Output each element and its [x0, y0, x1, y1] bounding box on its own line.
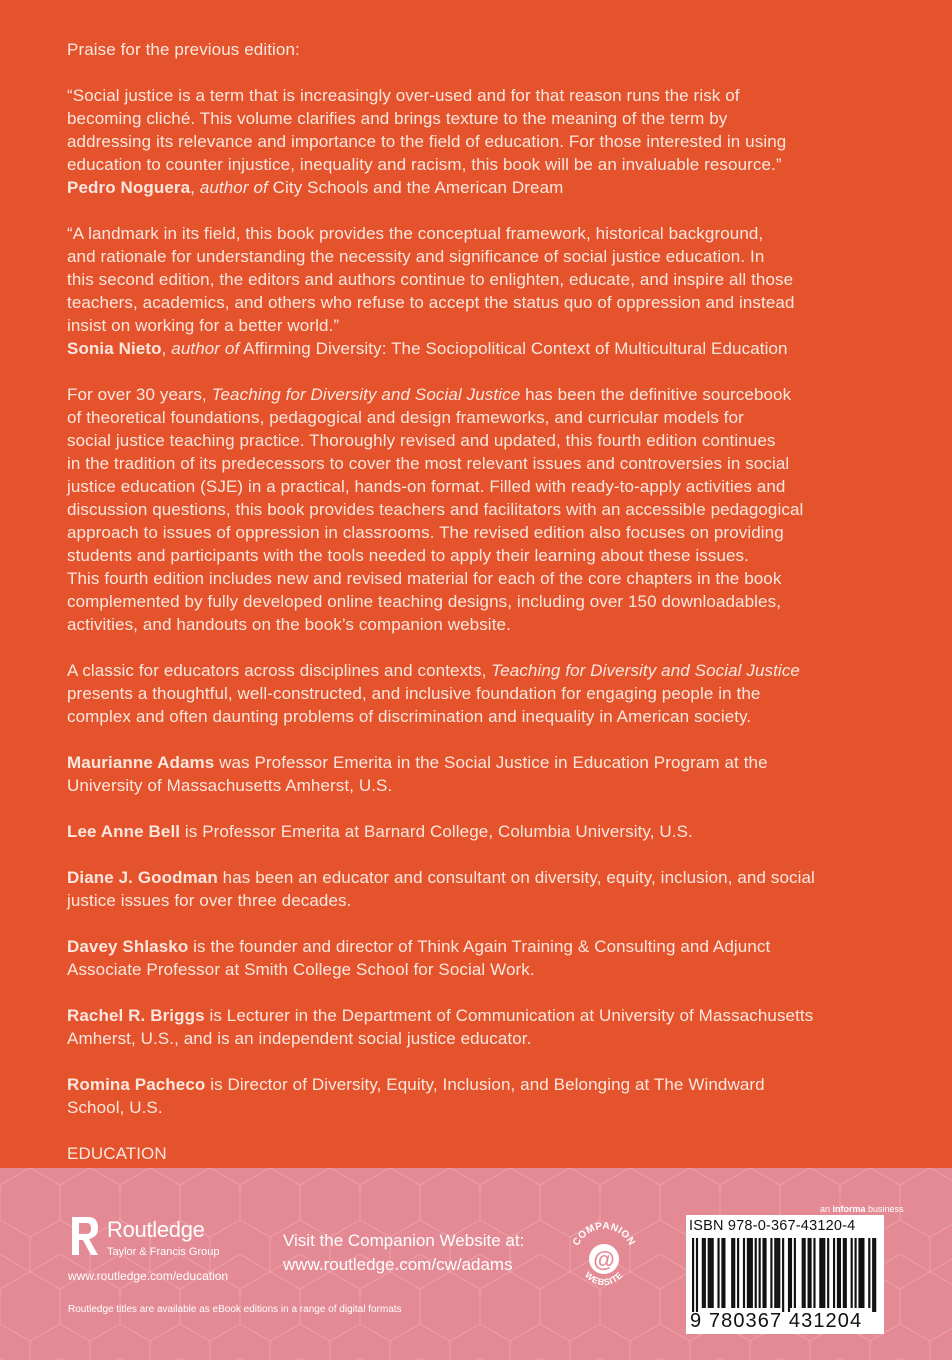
barcode-bar	[808, 1238, 810, 1308]
barcode-bar	[868, 1238, 870, 1308]
barcode-bar	[821, 1238, 823, 1308]
svg-text:@: @	[593, 1247, 615, 1272]
barcode-bar	[855, 1238, 857, 1308]
quote-line: education to counter injustice, inequality and racism, this book will be an invaluable resource.”	[67, 155, 782, 174]
isbn-text: ISBN 978-0-367-43120-4	[689, 1218, 856, 1234]
quote-line: “A landmark in its field, this book provides the conceptual framework, historical background,	[67, 224, 764, 243]
barcode-bar	[819, 1238, 821, 1308]
barcode-bar	[827, 1238, 829, 1308]
bio-shlasko	[67, 935, 887, 981]
bio-line: University of Massachusetts Amherst, U.S.	[67, 776, 393, 795]
author-work: Affirming Diversity: The Sociopolitical Context of Multicultural Education	[243, 339, 788, 358]
quote-line: “Social justice is a term that is increasingly over-used and for that reason runs the risk of	[67, 86, 740, 105]
description-line	[67, 383, 887, 406]
quote-noguera	[67, 84, 887, 199]
barcode-bar	[764, 1238, 766, 1308]
barcode-bar	[804, 1238, 806, 1308]
author-role: author of	[171, 339, 240, 358]
description-line: students and participants with the tools needed to apply their learning about these issues.	[67, 546, 749, 565]
companion-url[interactable]: www.routledge.com/cw/adams	[283, 1255, 513, 1274]
description-paragraph	[67, 383, 887, 636]
quote-author: Pedro Noguera	[67, 178, 191, 197]
bio-name: Lee Anne Bell	[67, 822, 181, 841]
barcode-bar	[813, 1238, 815, 1308]
bio-text: was Professor Emerita in the Social Justice in Education Program at the	[214, 753, 768, 772]
description-suffix: has been the definitive sourcebook	[520, 385, 792, 404]
barcode-bar	[872, 1238, 874, 1312]
bio-line: Amherst, U.S., and is an independent social justice educator.	[67, 1029, 532, 1048]
description-line: of theoretical foundations, pedagogical and design frameworks, and curricular models for	[67, 408, 744, 427]
barcode-bar	[843, 1238, 845, 1308]
barcode-bar	[774, 1238, 776, 1308]
routledge-logo-icon	[68, 1215, 100, 1263]
quote-attribution: Sonia Nieto, author of Affirming Diversity: The Sociopolitical Context of Multicultural Education	[67, 339, 788, 358]
bio-name: Diane J. Goodman	[67, 868, 218, 887]
informa-brand: informa	[832, 1204, 866, 1214]
barcode-bar	[802, 1238, 804, 1308]
bio-line	[67, 1073, 887, 1096]
barcode-bar	[790, 1238, 792, 1308]
classic-line: complex and often daunting problems of discrimination and inequality in American society.	[67, 707, 752, 726]
cover-text	[67, 38, 887, 1165]
bio-line: Associate Professor at Smith College School for Social Work.	[67, 960, 535, 979]
bio-name: Romina Pacheco	[67, 1075, 206, 1094]
informa-suffix: business	[865, 1204, 904, 1214]
barcode-bar	[749, 1238, 751, 1308]
barcode-digits: 9 780367 431204	[690, 1310, 863, 1332]
informa-tagline	[820, 1204, 904, 1214]
barcode-bar	[743, 1238, 745, 1308]
description-line: discussion questions, this book provides teachers and facilitators with an accessible pedagogical	[67, 500, 804, 519]
publisher-group: Taylor & Francis Group	[107, 1246, 220, 1258]
badge-text-bottom: WEBSITE	[583, 1269, 625, 1288]
quote-line: this second edition, the editors and authors continue to enlighten, educate, and inspire all those	[67, 270, 794, 289]
bio-bell	[67, 820, 887, 843]
bio-pacheco	[67, 1073, 887, 1119]
barcode-bar	[731, 1238, 733, 1308]
description-line: activities, and handouts on the book’s companion website.	[67, 615, 511, 634]
bio-line: School, U.S.	[67, 1098, 163, 1117]
barcode-bar	[874, 1238, 876, 1312]
bio-text: is Professor Emerita at Barnard College, Columbia University, U.S.	[180, 822, 693, 841]
barcode-bar	[710, 1238, 712, 1308]
barcode-bar	[747, 1238, 749, 1308]
barcode-bar	[788, 1238, 790, 1312]
companion-website-badge-icon	[566, 1219, 642, 1295]
barcode-bar	[692, 1238, 694, 1312]
visit-label: Visit the Companion Website at:	[283, 1231, 525, 1250]
bio-line	[67, 866, 887, 889]
barcode-bar	[782, 1238, 784, 1312]
classic-paragraph	[67, 659, 887, 728]
classic-line	[67, 659, 887, 682]
bio-goodman	[67, 866, 887, 912]
barcode-bar	[776, 1238, 778, 1308]
barcode-bar	[759, 1238, 761, 1308]
quote-line: addressing its relevance and importance to the field of education. For those interested in using	[67, 132, 787, 151]
barcode-bar	[717, 1238, 719, 1308]
description-line: complemented by fully developed online teaching designs, including over 150 downloadables,	[67, 592, 782, 611]
quote-attribution: Pedro Noguera, author of City Schools and the American Dream	[67, 178, 564, 197]
barcode-bar	[823, 1238, 825, 1308]
bio-line	[67, 751, 887, 774]
barcode-bar	[770, 1238, 772, 1308]
barcode-bar	[723, 1238, 725, 1308]
bio-name: Rachel R. Briggs	[67, 1006, 205, 1025]
barcode-bar	[839, 1238, 841, 1308]
barcode-bar	[851, 1238, 853, 1308]
bio-text: has been an educator and consultant on diversity, equity, inclusion, and social	[217, 868, 815, 887]
barcode-bar	[696, 1238, 698, 1312]
barcode-bar	[737, 1238, 739, 1308]
publisher-name: Routledge	[107, 1217, 205, 1242]
barcode-bar	[794, 1238, 796, 1308]
description-prefix: For over 30 years,	[67, 385, 212, 404]
barcode-icon	[692, 1238, 878, 1312]
book-title: Teaching for Diversity and Social Justice	[211, 385, 521, 404]
barcode-bar	[733, 1238, 735, 1308]
bio-adams	[67, 751, 887, 797]
ebook-note: Routledge titles are available as eBook editions in a range of digital formats	[68, 1304, 402, 1315]
bio-briggs	[67, 1004, 887, 1050]
barcode-bar	[778, 1238, 780, 1308]
barcode-bar	[702, 1238, 704, 1308]
description-line: social justice teaching practice. Thoroughly revised and updated, this fourth edition continues	[67, 431, 776, 450]
barcode-bar	[762, 1238, 764, 1308]
barcode-bar	[721, 1238, 723, 1308]
publisher-url[interactable]: www.routledge.com/education	[68, 1269, 229, 1283]
badge-text-top: COMPANION	[570, 1220, 638, 1248]
barcode-bar	[712, 1238, 714, 1308]
barcode-bar	[751, 1238, 753, 1308]
quote-line: and rationale for understanding the necessity and significance of social justice education. In	[67, 247, 765, 266]
quote-line: teachers, academics, and others who refuse to accept the status quo of oppression and instead	[67, 293, 795, 312]
description-line: This fourth edition includes new and revised material for each of the core chapters in the book	[67, 569, 782, 588]
description-line: justice education (SJE) in a practical, hands-on format. Filled with ready-to-apply activities and	[67, 477, 786, 496]
author-role: author of	[199, 178, 268, 197]
bio-line	[67, 820, 887, 843]
description-line: in the tradition of its predecessors to cover the most relevant issues and controversies in social	[67, 454, 790, 473]
bio-line: justice issues for over three decades.	[67, 891, 352, 910]
quote-nieto	[67, 222, 887, 360]
barcode-bar	[837, 1238, 839, 1308]
barcode-bar	[862, 1238, 864, 1308]
companion-website-block	[283, 1229, 524, 1277]
classic-line: presents a thoughtful, well-constructed, and inclusive foundation for engaging people in the	[67, 684, 761, 703]
bio-name: Davey Shlasko	[67, 937, 189, 956]
bio-text: is the founder and director of Think Again Training & Consulting and Adjunct	[188, 937, 771, 956]
author-work: City Schools and the American Dream	[272, 178, 564, 197]
barcode-bar	[708, 1238, 710, 1308]
barcode-bar	[704, 1238, 706, 1308]
bio-line	[67, 935, 887, 958]
barcode-bar	[845, 1238, 847, 1308]
barcode-bar	[833, 1238, 835, 1308]
barcode-bar	[809, 1238, 811, 1308]
bio-text: is Lecturer in the Department of Communication at University of Massachusetts	[204, 1006, 814, 1025]
description-line: approach to issues of oppression in classrooms. The revised edition also focuses on providing	[67, 523, 784, 542]
quote-author: Sonia Nieto	[67, 339, 162, 358]
barcode-bar	[755, 1238, 757, 1308]
bio-text: is Director of Diversity, Equity, Inclusion, and Belonging at The Windward	[205, 1075, 765, 1094]
bio-line	[67, 1004, 887, 1027]
informa-prefix: an	[820, 1204, 833, 1214]
classic-prefix: A classic for educators across disciplines and contexts,	[67, 661, 492, 680]
barcode-bar	[860, 1238, 862, 1308]
barcode-bar	[858, 1238, 860, 1308]
praise-heading: Praise for the previous edition:	[67, 40, 300, 59]
quote-line: insist on working for a better world.”	[67, 316, 340, 335]
book-title: Teaching for Diversity and Social Justice	[491, 661, 800, 680]
quote-line: becoming cliché. This volume clarifies and brings texture to the meaning of the term by	[67, 109, 728, 128]
subject-category: EDUCATION	[67, 1144, 167, 1163]
bio-name: Maurianne Adams	[67, 753, 215, 772]
